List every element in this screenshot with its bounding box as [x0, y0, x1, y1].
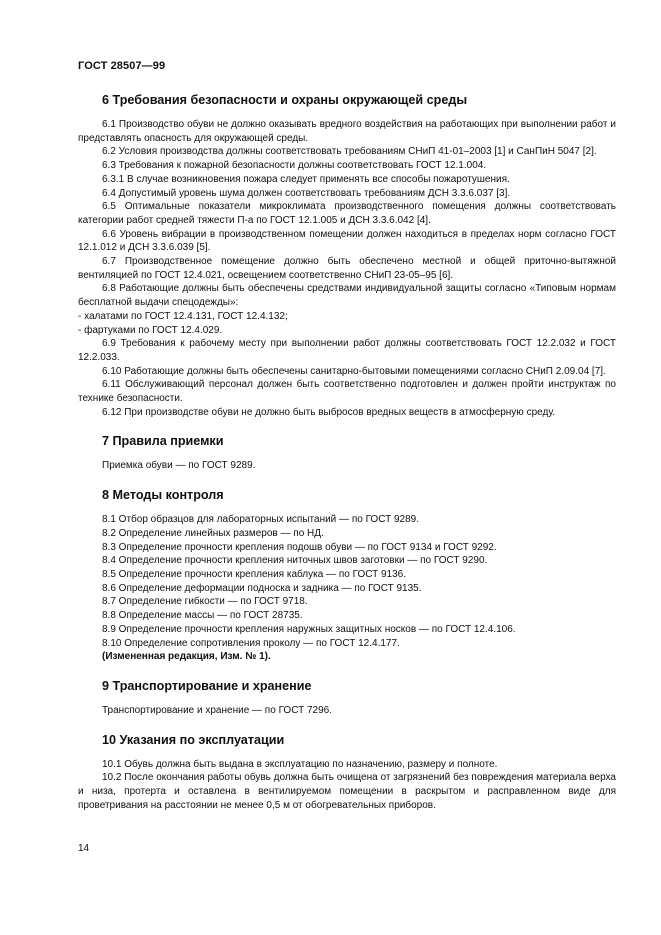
paragraph-8-8: 8.8 Определение массы — по ГОСТ 28735. — [102, 610, 303, 622]
section-9-title: 9 Транспортирование и хранение — [102, 678, 312, 693]
paragraph-6-1: 6.1 Производство обуви не должно оказывать вредного воздействия на работающих при выполнении работ и представлять опасность для окружающей среды. — [78, 119, 616, 144]
paragraph-8-5: 8.5 Определение прочности крепления каблука — по ГОСТ 9136. — [102, 568, 407, 580]
paragraph-10-2: 10.2 После окончания работы обувь должна быть очищена от загрязнений без повреждения материала верха и низа, протерта и оставлена в вентилируемом помещении в раскрытом и расправленном виде для проветривания на расстоянии не менее 0,5 м от обогревательных приборов. — [78, 772, 616, 811]
paragraph-8-7: 8.7 Определение гибкости — по ГОСТ 9718. — [102, 596, 308, 608]
section-8-body — [78, 513, 616, 664]
paragraph-6-8: 6.8 Работающие должны быть обеспечены средствами индивидуальной защиты согласно «Типовым нормам бесплатной выдачи спецодежды»: — [78, 283, 616, 309]
paragraph-6-2: 6.2 Условия производства должны соответствовать требованиям СНиП 41-01–2003 [1] и СанПиН 5047 [2]. — [102, 146, 597, 158]
paragraph-8-4: 8.4 Определение прочности крепления ниточных швов заготовки — по ГОСТ 9290. — [102, 555, 488, 567]
list-item-gowns: - халатами по ГОСТ 12.4.131, ГОСТ 12.4.132; — [78, 310, 288, 322]
paragraph-8-1: 8.1 Отбор образцов для лабораторных испытаний — по ГОСТ 9289. — [102, 514, 420, 526]
paragraph-6-11: 6.11 Обслуживающий персонал должен быть соответственно подготовлен и должен пройти инструктаж по технике безопасности. — [78, 379, 616, 405]
paragraph-6-6: 6.6 Уровень вибрации в производственном помещении должен находиться в пределах норм согласно ГОСТ 12.1.012 и ДСН 3.3.6.039 [5]. — [78, 228, 616, 254]
document-body — [78, 92, 616, 812]
paragraph-10-1: 10.1 Обувь должна быть выдана в эксплуатацию по назначению, размеру и полноте. — [102, 758, 498, 770]
paragraph-6-3-1: 6.3.1 В случае возникновения пожара следует применять все способы пожаротушения. — [102, 173, 510, 185]
list-item-aprons: - фартуками по ГОСТ 12.4.029. — [78, 324, 223, 336]
paragraph-8-10: 8.10 Определение сопротивления проколу — по ГОСТ 12.4.177. — [102, 637, 400, 649]
paragraph-6-5: 6.5 Оптимальные показатели микроклимата производственного помещения должны соответствовать категории работ средней тяжести П-а по ГОСТ 12.1.005 и ДСН 3.3.6.042 [4]. — [78, 201, 616, 226]
paragraph-7: Приемка обуви — по ГОСТ 9289. — [102, 460, 256, 472]
paragraph-8-2: 8.2 Определение линейных размеров — по НД. — [102, 527, 324, 539]
section-10-title: 10 Указания по эксплуатации — [102, 732, 285, 747]
paragraph-8-6: 8.6 Определение деформации подноска и задника — по ГОСТ 9135. — [102, 582, 422, 594]
paragraph-6-10: 6.10 Работающие должны быть обеспечены санитарно-бытовыми помещениями согласно СНиП 2.09.04 [7]. — [102, 365, 606, 377]
paragraph-8-3: 8.3 Определение прочности крепления подошв обуви — по ГОСТ 9134 и ГОСТ 9292. — [102, 541, 497, 553]
paragraph-6-9: 6.9 Требования к рабочему месту при выполнении работ должны соответствовать ГОСТ 12.2.032 и ГОСТ 12.2.033. — [78, 338, 616, 363]
section-6-title: 6 Требования безопасности и охраны окружающей среды — [102, 93, 468, 107]
section-8-title: 8 Методы контроля — [102, 488, 224, 503]
section-6-body — [78, 118, 616, 419]
paragraph-6-12: 6.12 При производстве обуви не должно быть выбросов вредных веществ в атмосферную среду. — [102, 406, 556, 418]
document-id-header: ГОСТ 28507—99 — [78, 60, 166, 72]
amendment-note: (Измененная редакция, Изм. № 1). — [102, 651, 271, 663]
paragraph-6-3: 6.3 Требования к пожарной безопасности должны соответствовать ГОСТ 12.1.004. — [102, 160, 487, 172]
paragraph-6-7: 6.7 Производственное помещение должно быть обеспечено местной и общей приточно-вытяжной вентиляцией по ГОСТ 12.4.021, освещением соответственно СНиП 23-05–95 [6]. — [78, 256, 616, 281]
page-number: 14 — [78, 843, 90, 854]
paragraph-6-4: 6.4 Допустимый уровень шума должен соответствовать требованиям ДСН 3.3.6.037 [3]. — [102, 187, 511, 199]
paragraph-9: Транспортирование и хранение — по ГОСТ 7296. — [102, 704, 332, 716]
paragraph-8-9: 8.9 Определение прочности крепления наружных защитных носков — по ГОСТ 12.4.106. — [102, 623, 516, 635]
section-7-title: 7 Правила приемки — [102, 434, 224, 449]
